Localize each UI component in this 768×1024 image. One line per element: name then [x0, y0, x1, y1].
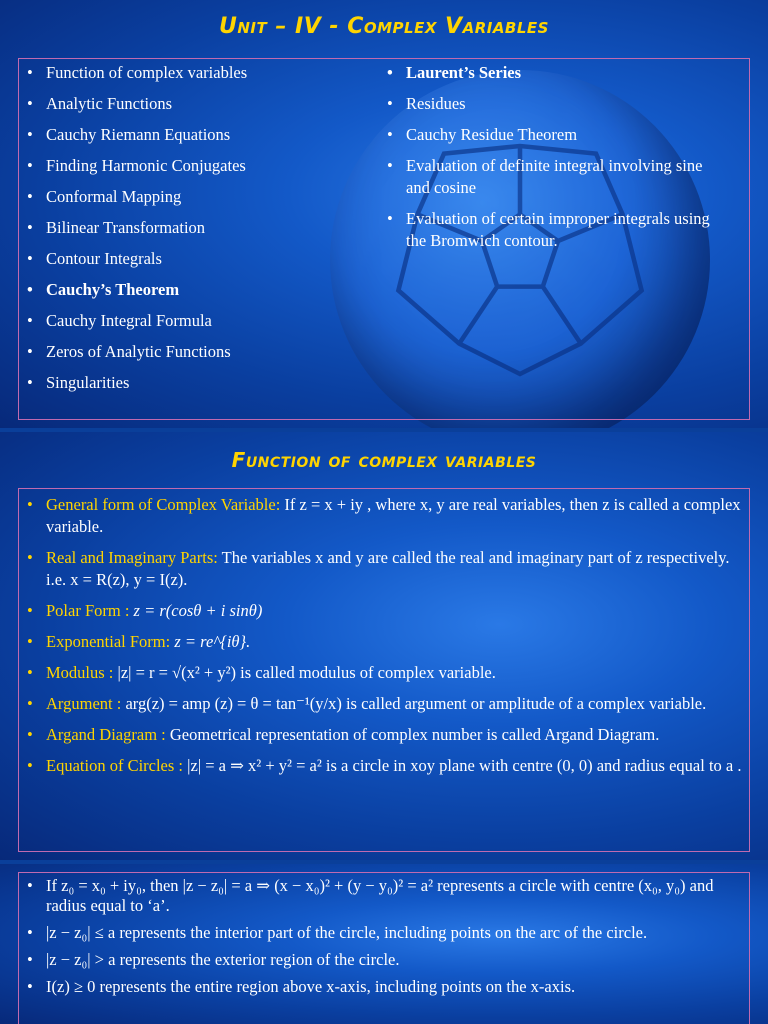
item-label: Exponential Form: [46, 632, 171, 651]
item-text: If z = x + iy , where x, y are real variables, then z is called a complex variable. [46, 495, 741, 536]
list-item [20, 494, 745, 538]
slide-title: Function of complex variables [231, 448, 537, 472]
list-item: • Cauchy’s Theorem [20, 279, 360, 301]
list-item [20, 631, 745, 653]
slide-title: Unit – IV - Complex Variables [219, 14, 549, 39]
item-text: |z| = a ⇒ x² + y² = a² is a circle in xoy plane with centre (0, 0) and radius equal to a . [183, 756, 742, 775]
item-label: Argument : [46, 694, 122, 713]
definition-list [20, 494, 745, 786]
item-text: |z| = r = √(x² + y²) is called modulus of complex variable. [113, 663, 496, 682]
list-item [20, 662, 745, 684]
item-text: The variables x and y are called the real and imaginary part of z respectively. i.e. x = R(z), y = I(z). [46, 548, 730, 589]
item-label: Polar Form : [46, 601, 130, 620]
list-item: • Cauchy Integral Formula [20, 310, 360, 332]
item-text: z = r(cosθ + i sinθ) [129, 601, 263, 620]
slide-function-of-complex-variables [0, 432, 768, 860]
item-label: Modulus : [46, 663, 114, 682]
item-label: Real and Imaginary Parts: [46, 548, 218, 567]
list-item: • Conformal Mapping [20, 186, 360, 208]
list-item: • Bilinear Transformation [20, 217, 360, 239]
list-item: • Evaluation of certain improper integrals using the Bromwich contour. [380, 208, 730, 252]
slide-circle-regions [0, 864, 768, 1024]
list-item [20, 547, 745, 591]
list-item: • Evaluation of definite integral involving sine and cosine [380, 155, 730, 199]
list-item: • Analytic Functions [20, 93, 360, 115]
item-text: z = re^{iθ}. [170, 632, 251, 651]
circle-region-list [20, 876, 745, 1004]
list-item: • Residues [380, 93, 730, 115]
list-item: • Singularities [20, 372, 360, 394]
list-item [20, 600, 745, 622]
list-item: • |z − z₀| ≤ a represents the interior part of the circle, including points on the arc of the circle. [20, 923, 745, 943]
list-item [20, 724, 745, 746]
topic-list-right [380, 62, 730, 261]
item-text: Geometrical representation of complex number is called Argand Diagram. [165, 725, 660, 744]
item-text: arg(z) = amp (z) = θ = tan⁻¹(y/x) is called argument or amplitude of a complex variable. [121, 694, 707, 713]
list-item: • Laurent’s Series [380, 62, 730, 84]
slide-unit-iv [0, 0, 768, 428]
list-item: • Finding Harmonic Conjugates [20, 155, 360, 177]
list-item: • Zeros of Analytic Functions [20, 341, 360, 363]
list-item: • Cauchy Riemann Equations [20, 124, 360, 146]
item-label: Argand Diagram : [46, 725, 166, 744]
list-item: • Cauchy Residue Theorem [380, 124, 730, 146]
list-item: • If z₀ = x₀ + iy₀, then |z − z₀| = a ⇒ (x − x₀)² + (y − y₀)² = a² represents a circle with centre (x₀, y₀) and radius equal to ‘a’. [20, 876, 745, 916]
list-item: • Function of complex variables [20, 62, 360, 84]
list-item: • I(z) ≥ 0 represents the entire region above x-axis, including points on the x-axis. [20, 977, 745, 997]
list-item: • |z − z₀| > a represents the exterior region of the circle. [20, 950, 745, 970]
list-item: • Contour Integrals [20, 248, 360, 270]
item-label: General form of Complex Variable: [46, 495, 281, 514]
list-item [20, 693, 745, 715]
list-item [20, 755, 745, 777]
item-label: Equation of Circles : [46, 756, 184, 775]
topic-list-left [20, 62, 360, 403]
